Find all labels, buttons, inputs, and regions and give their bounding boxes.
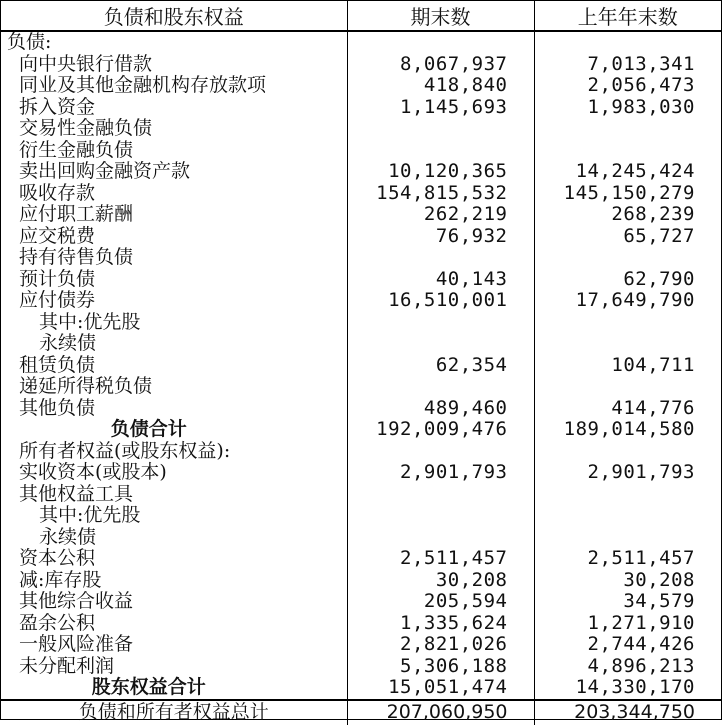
row-prior-year-value — [534, 247, 721, 269]
row-prior-year-value — [534, 527, 721, 549]
table-row — [1, 312, 721, 334]
row-period-end-value — [347, 118, 534, 140]
row-prior-year-value: 414,776 — [534, 398, 721, 420]
row-period-end-value — [347, 484, 534, 506]
row-label: 向中央银行借款 — [19, 52, 153, 75]
row-label: 其中:优先股 — [39, 310, 141, 333]
table-row — [1, 140, 721, 162]
row-prior-year-value: 2,744,426 — [534, 634, 721, 656]
row-prior-year-value: 14,245,424 — [534, 161, 721, 183]
grand-total-row — [1, 700, 721, 725]
table-row — [1, 183, 721, 205]
table-row — [1, 247, 721, 269]
row-prior-year-value — [534, 484, 721, 506]
row-label: 应交税费 — [19, 224, 96, 247]
table-row — [1, 75, 721, 97]
row-period-end-value — [347, 140, 534, 162]
table-row — [1, 31, 721, 54]
table-row — [1, 226, 721, 248]
row-period-end-value: 2,511,457 — [347, 548, 534, 570]
row-period-end-value: 15,051,474 — [347, 677, 534, 700]
row-prior-year-value: 268,239 — [534, 204, 721, 226]
table-row — [1, 204, 721, 226]
row-period-end-value — [347, 247, 534, 269]
table-row — [1, 441, 721, 463]
row-prior-year-value — [534, 441, 721, 463]
row-label: 永续债 — [39, 525, 97, 548]
row-label: 预计负债 — [19, 267, 96, 290]
row-period-end-value — [347, 312, 534, 334]
table-row — [1, 656, 721, 678]
row-period-end-value: 205,594 — [347, 591, 534, 613]
row-period-end-value: 76,932 — [347, 226, 534, 248]
row-prior-year-value: 17,649,790 — [534, 290, 721, 312]
row-prior-year-value — [534, 31, 721, 54]
header-item: 负债和股东权益 — [1, 1, 347, 31]
table-row — [1, 290, 721, 312]
row-prior-year-value: 104,711 — [534, 355, 721, 377]
row-prior-year-value: 7,013,341 — [534, 54, 721, 76]
row-prior-year-value — [534, 333, 721, 355]
table-header-row — [1, 1, 721, 31]
row-label: 拆入资金 — [19, 95, 96, 118]
row-prior-year-value: 4,896,213 — [534, 656, 721, 678]
row-label: 持有待售负债 — [19, 246, 134, 269]
subtotal-row — [1, 677, 721, 700]
table-row — [1, 355, 721, 377]
row-prior-year-value: 2,056,473 — [534, 75, 721, 97]
header-prior-year-end: 上年年末数 — [534, 1, 721, 31]
table-row — [1, 462, 721, 484]
row-label: 交易性金融负债 — [19, 117, 153, 140]
row-label: 卖出回购金融资产款 — [19, 160, 191, 183]
row-prior-year-value: 2,511,457 — [534, 548, 721, 570]
row-label: 应付债券 — [19, 289, 96, 312]
row-label: 减:库存股 — [19, 568, 102, 591]
row-prior-year-value: 65,727 — [534, 226, 721, 248]
row-prior-year-value: 14,330,170 — [534, 677, 721, 700]
row-prior-year-value — [534, 505, 721, 527]
row-prior-year-value: 2,901,793 — [534, 462, 721, 484]
row-period-end-value: 5,306,188 — [347, 656, 534, 678]
table-row — [1, 613, 721, 635]
row-label: 所有者权益(或股东权益): — [19, 439, 231, 462]
row-prior-year-value — [534, 140, 721, 162]
table-row — [1, 54, 721, 76]
row-prior-year-value: 145,150,279 — [534, 183, 721, 205]
row-label: 其他权益工具 — [19, 482, 134, 505]
table-row — [1, 376, 721, 398]
table-row — [1, 505, 721, 527]
row-label: 吸收存款 — [19, 181, 96, 204]
table-row — [1, 269, 721, 291]
table-row — [1, 97, 721, 119]
row-prior-year-value — [534, 312, 721, 334]
row-label: 股东权益合计 — [91, 676, 206, 699]
row-period-end-value — [347, 441, 534, 463]
row-prior-year-value: 1,983,030 — [534, 97, 721, 119]
row-period-end-value — [347, 31, 534, 54]
table-row — [1, 484, 721, 506]
row-label: 未分配利润 — [19, 654, 115, 677]
table-row — [1, 634, 721, 656]
row-period-end-value: 418,840 — [347, 75, 534, 97]
row-label: 盈余公积 — [19, 611, 96, 634]
row-period-end-value — [347, 376, 534, 398]
grand-total-label: 负债和所有者权益总计 — [1, 700, 347, 725]
row-label: 租赁负债 — [19, 353, 96, 376]
table-row — [1, 527, 721, 549]
table-row — [1, 398, 721, 420]
row-label: 衍生金融负债 — [19, 138, 134, 161]
row-period-end-value — [347, 527, 534, 549]
row-period-end-value: 16,510,001 — [347, 290, 534, 312]
row-period-end-value — [347, 333, 534, 355]
row-period-end-value: 192,009,476 — [347, 419, 534, 441]
table-row — [1, 591, 721, 613]
row-label: 资本公积 — [19, 547, 96, 570]
row-period-end-value: 262,219 — [347, 204, 534, 226]
row-label: 同业及其他金融机构存放款项 — [19, 74, 267, 97]
row-period-end-value: 1,145,693 — [347, 97, 534, 119]
row-label: 负债: — [7, 31, 52, 54]
row-prior-year-value: 34,579 — [534, 591, 721, 613]
row-prior-year-value: 62,790 — [534, 269, 721, 291]
row-period-end-value: 10,120,365 — [347, 161, 534, 183]
row-period-end-value: 40,143 — [347, 269, 534, 291]
row-period-end-value: 62,354 — [347, 355, 534, 377]
table-row — [1, 118, 721, 140]
liabilities-equity-table — [1, 1, 721, 725]
row-period-end-value: 30,208 — [347, 570, 534, 592]
grand-total-end: 207,060,950 — [347, 700, 534, 725]
row-label: 应付职工薪酬 — [19, 203, 134, 226]
row-period-end-value: 489,460 — [347, 398, 534, 420]
row-prior-year-value — [534, 376, 721, 398]
table-row — [1, 333, 721, 355]
row-prior-year-value: 189,014,580 — [534, 419, 721, 441]
row-prior-year-value: 1,271,910 — [534, 613, 721, 635]
subtotal-row — [1, 419, 721, 441]
row-prior-year-value: 30,208 — [534, 570, 721, 592]
grand-total-prior: 203,344,750 — [534, 700, 721, 725]
row-label: 其中:优先股 — [39, 504, 141, 527]
row-label: 一般风险准备 — [19, 633, 134, 656]
row-period-end-value: 2,821,026 — [347, 634, 534, 656]
table-row — [1, 548, 721, 570]
row-label: 永续债 — [39, 332, 97, 355]
row-label: 负债合计 — [110, 418, 187, 441]
row-label: 其他综合收益 — [19, 590, 134, 613]
row-label: 其他负债 — [19, 396, 96, 419]
row-period-end-value: 154,815,532 — [347, 183, 534, 205]
row-label: 实收资本(或股本) — [19, 461, 167, 484]
table-row — [1, 570, 721, 592]
row-period-end-value: 8,067,937 — [347, 54, 534, 76]
row-period-end-value: 1,335,624 — [347, 613, 534, 635]
row-period-end-value — [347, 505, 534, 527]
row-prior-year-value — [534, 118, 721, 140]
header-period-end: 期末数 — [347, 1, 534, 31]
row-period-end-value: 2,901,793 — [347, 462, 534, 484]
table-row — [1, 161, 721, 183]
row-label: 递延所得税负债 — [19, 375, 153, 398]
table-body — [1, 31, 721, 700]
